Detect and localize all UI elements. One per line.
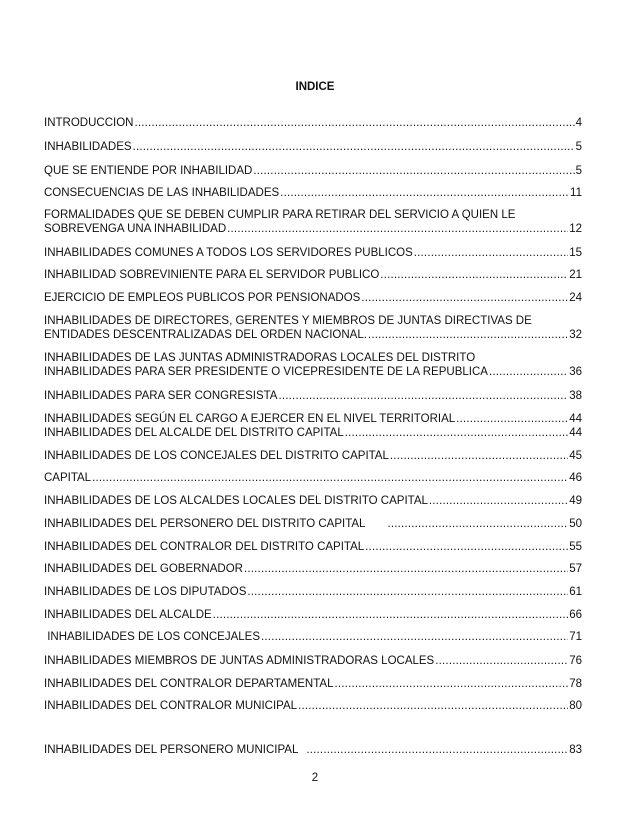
toc-page-number: 24 bbox=[569, 292, 582, 304]
toc-page-number: 57 bbox=[569, 563, 582, 575]
toc-label: INHABILIDADES COMUNES A TODOS LOS SERVIDORES PUBLICOS bbox=[44, 247, 413, 259]
toc-page-number: 44 bbox=[569, 413, 582, 425]
toc-page-number: 44 bbox=[569, 427, 582, 439]
dot-leader bbox=[456, 412, 568, 426]
dot-leader bbox=[345, 426, 568, 440]
dot-leader bbox=[306, 743, 568, 757]
toc-page-number: 76 bbox=[569, 655, 582, 667]
toc-page-number: 5 bbox=[575, 141, 582, 153]
dot-leader bbox=[429, 494, 568, 508]
toc-entry[interactable] bbox=[44, 164, 582, 178]
toc-entry[interactable] bbox=[44, 699, 582, 713]
toc-entry[interactable] bbox=[44, 268, 582, 282]
toc-label: INHABILIDADES MIEMBROS DE JUNTAS ADMINISTRADORAS LOCALES bbox=[44, 655, 435, 667]
toc-label: INHABILIDADES PARA SER CONGRESISTA bbox=[44, 390, 278, 402]
toc-page-number: 78 bbox=[569, 678, 582, 690]
dot-leader bbox=[414, 246, 568, 260]
dot-leader bbox=[244, 562, 568, 576]
dot-leader bbox=[133, 140, 575, 154]
toc-page-number: 49 bbox=[569, 495, 582, 507]
dot-leader bbox=[365, 540, 568, 554]
dot-leader bbox=[435, 654, 568, 668]
toc-page-number: 4 bbox=[575, 117, 582, 129]
toc-page-number: 50 bbox=[569, 518, 582, 530]
toc-label: INHABILIDADES SEGÚN EL CARGO A EJERCER EN EL NIVEL TERRITORIAL bbox=[44, 413, 456, 425]
index-title: INDICE bbox=[295, 81, 335, 93]
toc-label: INHABILIDADES DEL CONTRALOR DEL DISTRITO CAPITAL bbox=[44, 541, 365, 553]
toc-entry[interactable] bbox=[44, 471, 582, 485]
dot-leader bbox=[227, 222, 568, 236]
toc-label: INHABILIDADES DEL CONTRALOR MUNICIPAL bbox=[44, 700, 298, 712]
toc-label-first-line: INHABILIDADES DE LAS JUNTAS ADMINISTRADORAS LOCALES DEL DISTRITO bbox=[44, 352, 476, 364]
toc-entry[interactable] bbox=[44, 562, 582, 576]
dot-leader bbox=[368, 328, 568, 342]
dot-leader bbox=[280, 186, 569, 200]
dot-leader bbox=[298, 699, 568, 713]
toc-page-number: 11 bbox=[570, 187, 582, 199]
toc-entry[interactable] bbox=[44, 116, 582, 130]
toc-label: INHABILIDADES DEL PERSONERO DEL DISTRITO CAPITAL bbox=[44, 518, 366, 530]
toc-label: INHABILIDADES DE LOS ALCALDES LOCALES DEL DISTRITO CAPITAL bbox=[44, 495, 428, 507]
toc-entry[interactable] bbox=[44, 494, 582, 508]
dot-leader bbox=[387, 517, 568, 531]
toc-page-number: 32 bbox=[569, 329, 582, 341]
toc-label: INHABILIDADES DE LOS CONCEJALES DEL DISTRITO CAPITAL bbox=[44, 450, 389, 462]
toc-label-first-line: INHABILIDADES DE DIRECTORES, GERENTES Y MIEMBROS DE JUNTAS DIRECTIVAS DE bbox=[44, 315, 532, 327]
toc-entry[interactable] bbox=[44, 608, 582, 622]
toc-page-number: 5 bbox=[575, 165, 582, 177]
toc-label: INHABILIDADES PARA SER PRESIDENTE O VICEPRESIDENTE DE LA REPUBLICA bbox=[44, 366, 488, 378]
toc-page-number: 80 bbox=[569, 700, 582, 712]
toc-entry[interactable] bbox=[44, 412, 582, 426]
toc-label: INHABILIDAD SOBREVINIENTE PARA EL SERVIDOR PUBLICO bbox=[44, 269, 380, 281]
toc-entry[interactable] bbox=[44, 291, 582, 305]
toc-label: INHABILIDADES DEL ALCALDE bbox=[44, 609, 212, 621]
toc-entry[interactable] bbox=[44, 743, 582, 757]
toc-entry[interactable] bbox=[44, 585, 582, 599]
dot-leader bbox=[361, 291, 568, 305]
dot-leader bbox=[489, 365, 568, 379]
toc-page-number: 46 bbox=[569, 472, 582, 484]
toc-entry[interactable] bbox=[44, 208, 582, 236]
dot-leader bbox=[134, 116, 574, 130]
toc-label: CONSECUENCIAS DE LAS INHABILIDADES bbox=[44, 187, 280, 199]
toc-label: CAPITAL bbox=[44, 472, 92, 484]
toc-page-number: 12 bbox=[569, 223, 582, 235]
toc-entry[interactable] bbox=[44, 426, 582, 440]
toc-page-number: 83 bbox=[569, 744, 582, 756]
dot-leader bbox=[213, 608, 569, 622]
toc-label: INHABILIDADES DEL CONTRALOR DEPARTAMENTAL bbox=[44, 678, 334, 690]
toc-label: SOBREVENGA UNA INHABILIDAD bbox=[44, 223, 227, 235]
toc-entry[interactable] bbox=[44, 314, 582, 342]
page-number: 2 bbox=[311, 772, 319, 784]
toc-page-number: 61 bbox=[569, 586, 582, 598]
toc-label: INHABILIDADES DE LOS DIPUTADOS bbox=[44, 586, 247, 598]
toc-entry[interactable] bbox=[44, 654, 582, 668]
dot-leader bbox=[390, 449, 568, 463]
toc-page-number: 45 bbox=[569, 450, 582, 462]
dot-leader bbox=[247, 585, 568, 599]
dot-leader bbox=[261, 630, 568, 644]
toc-entry[interactable] bbox=[44, 677, 582, 691]
toc-label: INTRODUCCION bbox=[44, 117, 134, 129]
toc-page-number: 15 bbox=[569, 247, 582, 259]
toc-label: INHABILIDADES bbox=[44, 141, 132, 153]
toc-page-number: 66 bbox=[569, 609, 582, 621]
toc-label: EJERCICIO DE EMPLEOS PUBLICOS POR PENSIONADOS bbox=[44, 292, 361, 304]
toc-page-number: 55 bbox=[569, 541, 582, 553]
toc-entry[interactable] bbox=[44, 186, 582, 200]
toc-label-first-line: FORMALIDADES QUE SE DEBEN CUMPLIR PARA RETIRAR DEL SERVICIO A QUIEN LE bbox=[44, 209, 516, 221]
toc-entry[interactable] bbox=[44, 449, 582, 463]
dot-leader bbox=[92, 471, 568, 485]
toc-entry[interactable] bbox=[44, 389, 582, 403]
toc-label: ENTIDADES DESCENTRALIZADAS DEL ORDEN NACIONAL. bbox=[44, 329, 367, 341]
dot-leader bbox=[278, 389, 568, 403]
toc-entry[interactable] bbox=[44, 246, 582, 260]
toc-label: INHABILIDADES DEL GOBERNADOR bbox=[44, 563, 243, 575]
toc-page-number: 71 bbox=[569, 631, 582, 643]
toc-page-number: 38 bbox=[569, 390, 582, 402]
toc-entry[interactable] bbox=[44, 140, 582, 154]
toc-entry[interactable] bbox=[44, 351, 582, 379]
toc-label: INHABILIDADES DEL PERSONERO MUNICIPAL bbox=[44, 744, 299, 756]
toc-label: INHABILIDADES DE LOS CONCEJALES bbox=[44, 631, 261, 643]
dot-leader bbox=[253, 164, 574, 178]
dot-leader bbox=[334, 677, 568, 691]
toc-page-number: 21 bbox=[569, 269, 582, 281]
toc-page-number: 36 bbox=[569, 366, 582, 378]
toc-entry[interactable] bbox=[44, 630, 582, 644]
toc-entry[interactable] bbox=[44, 517, 582, 531]
toc-entry[interactable] bbox=[44, 540, 582, 554]
dot-leader bbox=[380, 268, 568, 282]
toc-label: INHABILIDADES DEL ALCALDE DEL DISTRITO CAPITAL bbox=[44, 427, 344, 439]
toc-label: QUE SE ENTIENDE POR INHABILIDAD bbox=[44, 165, 253, 177]
